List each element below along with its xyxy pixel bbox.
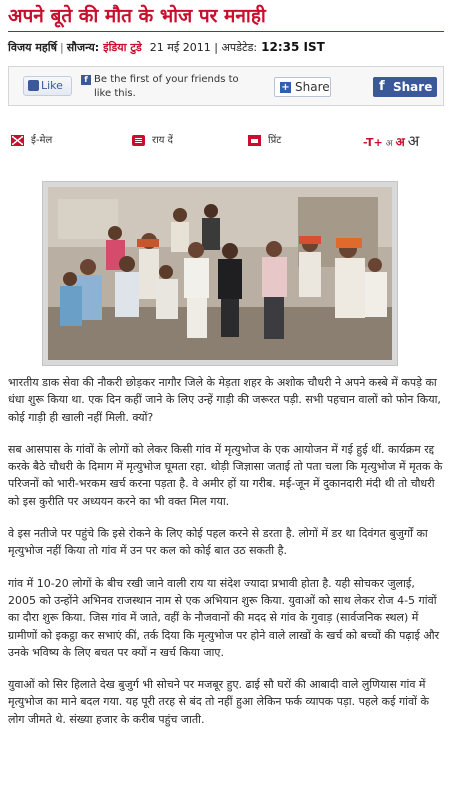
- publish-date: 21 मई 2011: [149, 41, 211, 54]
- email-link[interactable]: [11, 130, 52, 152]
- byline-separator: |: [59, 41, 64, 54]
- social-share-bar: [8, 66, 444, 106]
- article-photo-frame: [42, 181, 398, 366]
- plus-icon: +: [281, 82, 290, 93]
- facebook-icon: f: [379, 79, 385, 94]
- headline-divider: [8, 31, 444, 32]
- font-large-button[interactable]: अ: [407, 132, 420, 150]
- updated-label: | अपडेटेड:: [214, 41, 258, 54]
- font-small-button[interactable]: अ: [385, 139, 393, 149]
- article-paragraph: भारतीय डाक सेवा की नौकरी छोड़कर नागौर जिले के मेड़ता शहर के अशोक चौधरी ने अपने कस्बे में कपड़े का धंधा शुरू किया था. एक दिन कहीं जाने के लिए उन्हें गाड़ी की जरूरत पड़ी. सभी पहचान वालों को फोन किया, कोई गाड़ी ही खाली नहीं मिली. क्यों?: [8, 376, 441, 424]
- print-label: प्रिंट: [268, 135, 282, 146]
- article-tools: [8, 130, 444, 152]
- article-paragraph: युवाओं को सिर हिलाते देख बुजुर्ग भी सोचने पर मजबूर हुए. ढाई सौ घरों की आबादी वाले लुणियास गांव में मृत्युभोज का माने बदल गया. यह पूरी तरह से बंद तो नहीं हुआ लेकिन फर्क व्यापक पड़ा. पहले कई गांवों के लोग जीमते थे. संख्या हजार के करीब पहुंच जाती.: [8, 678, 429, 726]
- courtesy-label: सौजन्य:: [66, 41, 100, 54]
- facebook-like-note: [81, 73, 251, 101]
- font-increase-button[interactable]: -T+: [363, 136, 383, 149]
- share-label: Share: [295, 80, 330, 94]
- mail-icon: [11, 135, 24, 146]
- thumbs-up-icon: [28, 80, 39, 91]
- article-body: [8, 374, 444, 743]
- source-name[interactable]: इंडिया टुडे: [103, 41, 142, 54]
- font-size-controls: [363, 130, 419, 152]
- article-photo: [48, 187, 392, 360]
- updated-time: 12:35 IST: [261, 40, 325, 54]
- comment-link[interactable]: [132, 130, 173, 152]
- article-byline: [8, 38, 444, 57]
- fb-note-text: Be the first of your friends to like this.: [94, 74, 239, 99]
- printer-icon: [248, 135, 261, 146]
- fb-share-label: Share: [393, 80, 433, 94]
- facebook-share-button[interactable]: [373, 77, 437, 97]
- article-paragraph: सब आसपास के गांवों के लोगों को लेकर किसी गांव में मृत्युभोज के एक आयोजन में गई हुई थीं. कार्यक्रम रद्द करके बैठे चौधरी के दिमाग में मृत्युभोज घूमता रहा. थोड़ी जिज्ञासा जताई तो पता चला कि मृत्युभोज में मृतक के परिजनों को भारी-भरकम खर्च करना पड़ता है. वे अमीर हों या गरीब. मई-जून में दुकानदारी मंदी थी तो चौधरी को इस कुरीति पर अध्ययन करने का भी वक्त मिल गया.: [8, 442, 443, 508]
- author-name[interactable]: विजय महर्षि: [8, 41, 57, 54]
- article-paragraph: गांव में 10-20 लोगों के बीच रखी जाने वाली राय या संदेश ज्यादा प्रभावी होता है. यही सोचकर जुलाई, 2005 को उन्होंने अभिनव राजस्थान नाम से एक अभियान शुरू किया. युवाओं को साथ लेकर रोज 4-5 गांवों का दौरा शुरू किया. जिस गांव में जाते, वहीं के नौजवानों की मदद से गांव के गुवाड़ (सार्वजनिक स्थल) में ग्रामीणों को इकट्ठा कर सभाएं कीं, तर्क दिया कि मृत्युभोज पर होने वाले लाखों के खर्च को बच्चों की पढ़ाई और उनके भविष्य के लिए बचत पर क्यों न खर्च किया जाए.: [8, 576, 440, 659]
- facebook-like-button[interactable]: [23, 76, 72, 96]
- email-label: ई-मेल: [31, 135, 53, 146]
- article-paragraph: वे इस नतीजे पर पहुंचे कि इसे रोकने के लिए कोई पहल करने से डरता है. लोगों में डर था दिवंगत बुजुर्गों का मृत्युभोज नहीं किया तो गांव में उन पर कल को कोई बात उठ सकती है.: [8, 527, 428, 558]
- share-button[interactable]: [274, 77, 331, 97]
- comment-icon: [132, 135, 145, 146]
- facebook-icon: f: [81, 75, 91, 85]
- font-medium-button[interactable]: अ: [395, 135, 405, 149]
- comment-label: राय दें: [152, 135, 173, 146]
- article-headline: अपने बूते की मौत के भोज पर मनाही: [8, 5, 266, 27]
- like-label: Like: [41, 79, 63, 92]
- print-link[interactable]: [248, 130, 281, 152]
